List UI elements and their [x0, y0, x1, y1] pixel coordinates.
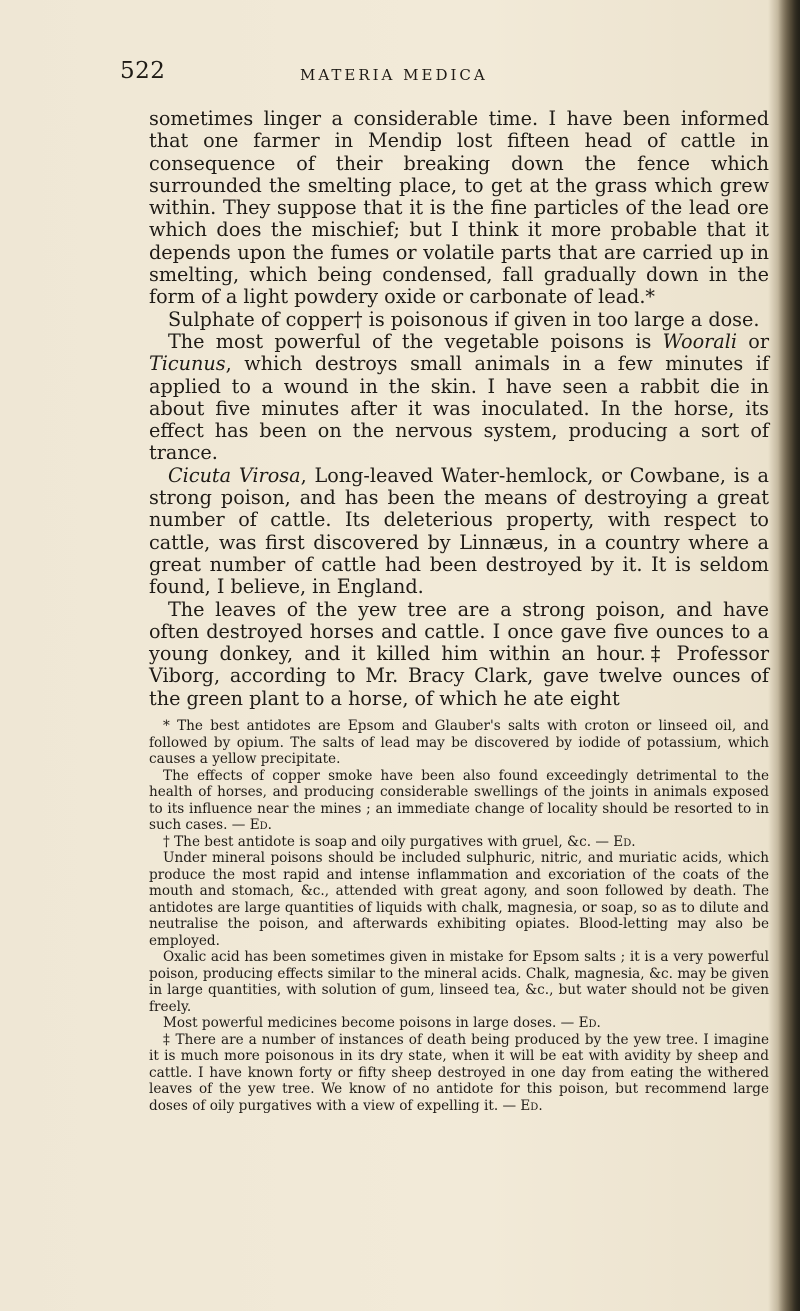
text-run: † The best antidote is soap and oily purgatives with gruel, &c. — — [163, 833, 614, 850]
footnote-soap — [149, 834, 769, 851]
text-run: ‡ There are a number of instances of death being produced by the yew tree. I imagine it is much more poisonous in its dry state, when it will be eat with avidity by sheep and cattle. I have known forty or fifty sheep destroyed in one day from eating the withered leaves of the yew tree. We know of no antidote for this poison, but recommend large doses of oily purgatives with a view of expelling it. — — [149, 1031, 769, 1114]
paragraph-cicuta — [149, 465, 769, 599]
footnotes — [149, 718, 769, 1114]
editor-signature: Ed. — [520, 1097, 543, 1114]
page-number: 522 — [120, 58, 166, 84]
footnote-copper-smoke — [149, 768, 769, 834]
text-run: or — [737, 329, 769, 353]
editor-signature: Ed. — [578, 1015, 601, 1031]
editor-signature: Ed. — [249, 817, 272, 833]
text-run: , Long-leaved Water-hemlock, or Cowbane, is a strong poison, and has been the means of destroying a great number of cattle. Its deleterious property, with respect to cattle, was first discovered by Linnæus, in a country where a great number of cattle had been destroyed by it. It is seldom found, I believe, in England. — [149, 463, 769, 599]
paragraph-yew: The leaves of the yew tree are a strong poison, and have often destroyed horses and cattle. I once gave five ounces to a young donkey, and it killed him within an hour.‡ Professor Viborg, according to Mr. Bracy Clark, gave twelve ounces of the green plant to a horse, of which he ate eight — [149, 597, 769, 710]
italic-term-woorali: Woorali — [662, 329, 738, 353]
footnote-medicines — [149, 1015, 769, 1032]
paragraph-copper: Sulphate of copper† is poisonous if given in too large a dose. — [168, 307, 760, 331]
text-run: , which destroys small animals in a few minutes if applied to a wound in the skin. I have seen a rabbit die in about five minutes after it was inoculated. In the horse, its effect has been on the nervous system, producing a sort of trance. — [149, 352, 769, 465]
paragraph-lead-poisoning: sometimes linger a considerable time. I have been informed that one farmer in Mendip lost fifteen head of cattle in consequence of their breaking down the fence which surrounded the smelting place, to get at the grass which grew within. They suppose that it is the fine particles of the lead ore which does the mischief; but I think it more probable that it depends upon the fumes or volatile parts that are carried up in smelting, which being condensed, fall gradually down in the form of a light powdery oxide or carbonate of lead.* — [149, 107, 769, 309]
running-title: MATERIA MEDICA — [300, 66, 488, 84]
main-text — [149, 108, 769, 710]
text-run: Most powerful medicines become poisons in large doses. — — [163, 1015, 579, 1031]
page-edge-shadow — [778, 0, 800, 1311]
text-run: The effects of copper smoke have been also found exceedingly detrimental to the health of horses, and producing considerable swellings of the joints in animals exposed to its influence near the mines ; an immediate change of locality should be resorted to in such cases. — — [149, 767, 769, 833]
footnote-oxalic-acid: Oxalic acid has been sometimes given in mistake for Epsom salts ; it is a very powerful poison, producing effects similar to the mineral acids. Chalk, magnesia, &c. may be given in large quantities, with solution of gum, linseed tea, &c., but water should not be given freely. — [149, 949, 769, 1015]
editor-signature: Ed. — [613, 833, 636, 850]
footnote-antidotes: * The best antidotes are Epsom and Glauber's salts with croton or linseed oil, and followed by opium. The salts of lead may be discovered by iodide of potassium, which causes a yellow precipitate. — [149, 718, 769, 767]
paragraph-woorali — [149, 331, 769, 465]
text-run: The most powerful of the vegetable poisons is — [168, 329, 663, 353]
italic-term-ticunus: Ticunus — [149, 352, 226, 376]
footnote-mineral-acids: Under mineral poisons should be included sulphuric, nitric, and muriatic acids, which produce the most rapid and intense inflammation and excoriation of the coats of the mouth and stomach, &c., attended with great agony, and soon followed by death. The antidotes are large quantities of liquids with chalk, magnesia, or soap, so as to dilute and neutralise the poison, and afterwards exhibiting opiates. Blood-letting may also be employed. — [149, 850, 769, 949]
footnote-yew-tree — [149, 1032, 769, 1115]
italic-term-cicuta: Cicuta Virosa — [168, 463, 301, 487]
page-header — [0, 0, 800, 100]
